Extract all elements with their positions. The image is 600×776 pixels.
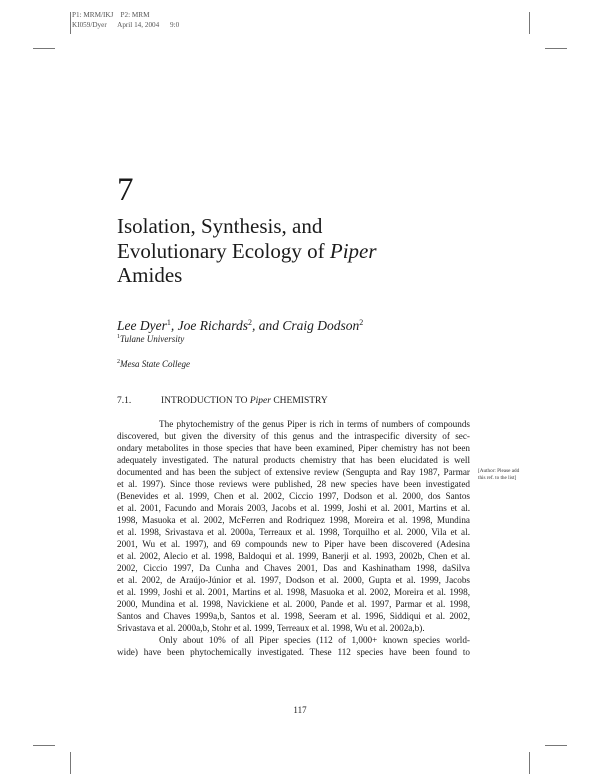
- text-line: (Benevides et al. 1999, Chen et al. 2002, Ciccio 1997, Dodson et al. 2000, dos Santos: [117, 491, 470, 501]
- chapter-title: [117, 214, 377, 288]
- crop-mark-top-right-h: [545, 48, 567, 49]
- page-number: 117: [293, 705, 307, 715]
- section-heading: 7.1. INTRODUCTION TO Piper CHEMISTRY: [117, 396, 328, 406]
- crop-mark-bottom-left-h: [33, 745, 55, 746]
- margin-author-query: [Author: Please add this ref. to the list]: [478, 468, 520, 481]
- text-line: Santos and Chaves 1999a,b, Santos et al. 1998, Seeram et al. 1996, Siddiqui et al. 2002,: [117, 611, 470, 621]
- author-2: , Joe Richards: [170, 318, 248, 333]
- header-p2: P2: MRM: [120, 11, 150, 19]
- chapter-title-line-1: Isolation, Synthesis, and: [117, 214, 323, 238]
- header-row-2: [72, 20, 179, 30]
- text-line: ondary metabolites in those species that have been examined, Piper chemistry has not been: [117, 443, 470, 453]
- author-3: , and Craig Dodson: [251, 318, 360, 333]
- text-line: et al. 2002, Alecio et al. 1998, Baldoqui et al. 1999, Banerji et al. 1993, 2002b, Chen et al.: [117, 551, 470, 561]
- author-1: Lee Dyer: [117, 318, 167, 333]
- chapter-title-line-2: Evolutionary Ecology of Piper: [117, 238, 377, 263]
- genus-name: Piper: [329, 238, 377, 263]
- text-line: Only about 10% of all Piper species (112 of 1,000+ known species world-: [159, 635, 470, 645]
- author-list: Lee Dyer$^1$, Joe Richards$^2$, and Craig Dodson$^2$: [117, 318, 364, 333]
- affiliation-1: $^1$Tulane University: [117, 334, 185, 344]
- text-line: discovered, but given the diversity of this genus and the intraspecific diversity of sec-: [117, 431, 470, 441]
- body-paragraph-1: [117, 418, 470, 634]
- affiliation-2: $^2$Mesa State College: [117, 359, 190, 369]
- crop-mark-top-left-v: [70, 12, 71, 34]
- body-paragraph-2: [117, 634, 470, 658]
- text-line: 2000, Mundina et al. 1998, Navickiene et al. 2000, Pande et al. 1997, Parmar et al. 1998,: [117, 599, 470, 609]
- header-time: 9:0: [170, 21, 180, 29]
- text-line: et al. 1998, Srivastava et al. 2000a, Terreaux et al. 1998, Torquilho et al. 2000, Vila et al.: [117, 527, 470, 537]
- text-line: et al. 1999, Joshi et al. 2001, Martins et al. 1998, Masuoka et al. 2002, Moreira et al. 1998,: [117, 587, 470, 597]
- crop-mark-bottom-left-v: [70, 752, 71, 774]
- crop-mark-bottom-right-h: [545, 745, 567, 746]
- text-line: et al. 2002, de Araújo-Júnior et al. 1997, Dodson et al. 2000, Gupta et al. 1999, Jacobs: [117, 575, 470, 585]
- text-line: et al. 1997). Since those reviews were published, 28 new species have been investigated: [117, 479, 470, 489]
- header-row-1: [72, 10, 179, 20]
- text-line: Srivastava et al. 2000a,b, Stohr et al. 1999, Terreaux et al. 1998, Wu et al. 2002a,b).: [117, 623, 425, 633]
- header-date: April 14, 2004: [117, 21, 160, 29]
- text-line: 2002, Ciccio 1997, Da Cunha and Chaves 2001, Das and Kashinatham 1998, daSilva: [117, 563, 470, 573]
- section-number: 7.1.: [117, 396, 132, 406]
- crop-mark-top-right-v: [529, 12, 530, 34]
- header-job: KI059/Dyer: [72, 21, 107, 29]
- text-line: The phytochemistry of the genus Piper is rich in terms of numbers of compounds: [159, 419, 470, 429]
- running-header: [72, 10, 179, 30]
- header-p1: P1: MRM/IKJ: [72, 11, 114, 19]
- text-line: adequately investigated. The natural products chemistry that has been elucidated is well: [117, 455, 470, 465]
- text-line: wide) have been phytochemically investigated. These 112 species have been found to: [117, 647, 470, 657]
- text-line: 1998, Masuoka et al. 2002, McFerren and Rodriquez 1998, Moreira et al. 1998, Mundina: [117, 515, 470, 525]
- chapter-number: 7: [117, 172, 134, 208]
- text-line: 2001, Wu et al. 1997), and 69 compounds new to Piper have been discovered (Adesina: [117, 539, 470, 549]
- crop-mark-top-left-h: [33, 48, 55, 49]
- crop-mark-bottom-right-v: [529, 752, 530, 774]
- text-line: documented and has been the subject of extensive review (Sengupta and Ray 1987, Parmar: [117, 467, 470, 477]
- chapter-title-line-3: Amides: [117, 263, 183, 287]
- text-line: et al. 2001, Facundo and Morais 2003, Jacobs et al. 1999, Joshi et al. 2001, Martins et al.: [117, 503, 470, 513]
